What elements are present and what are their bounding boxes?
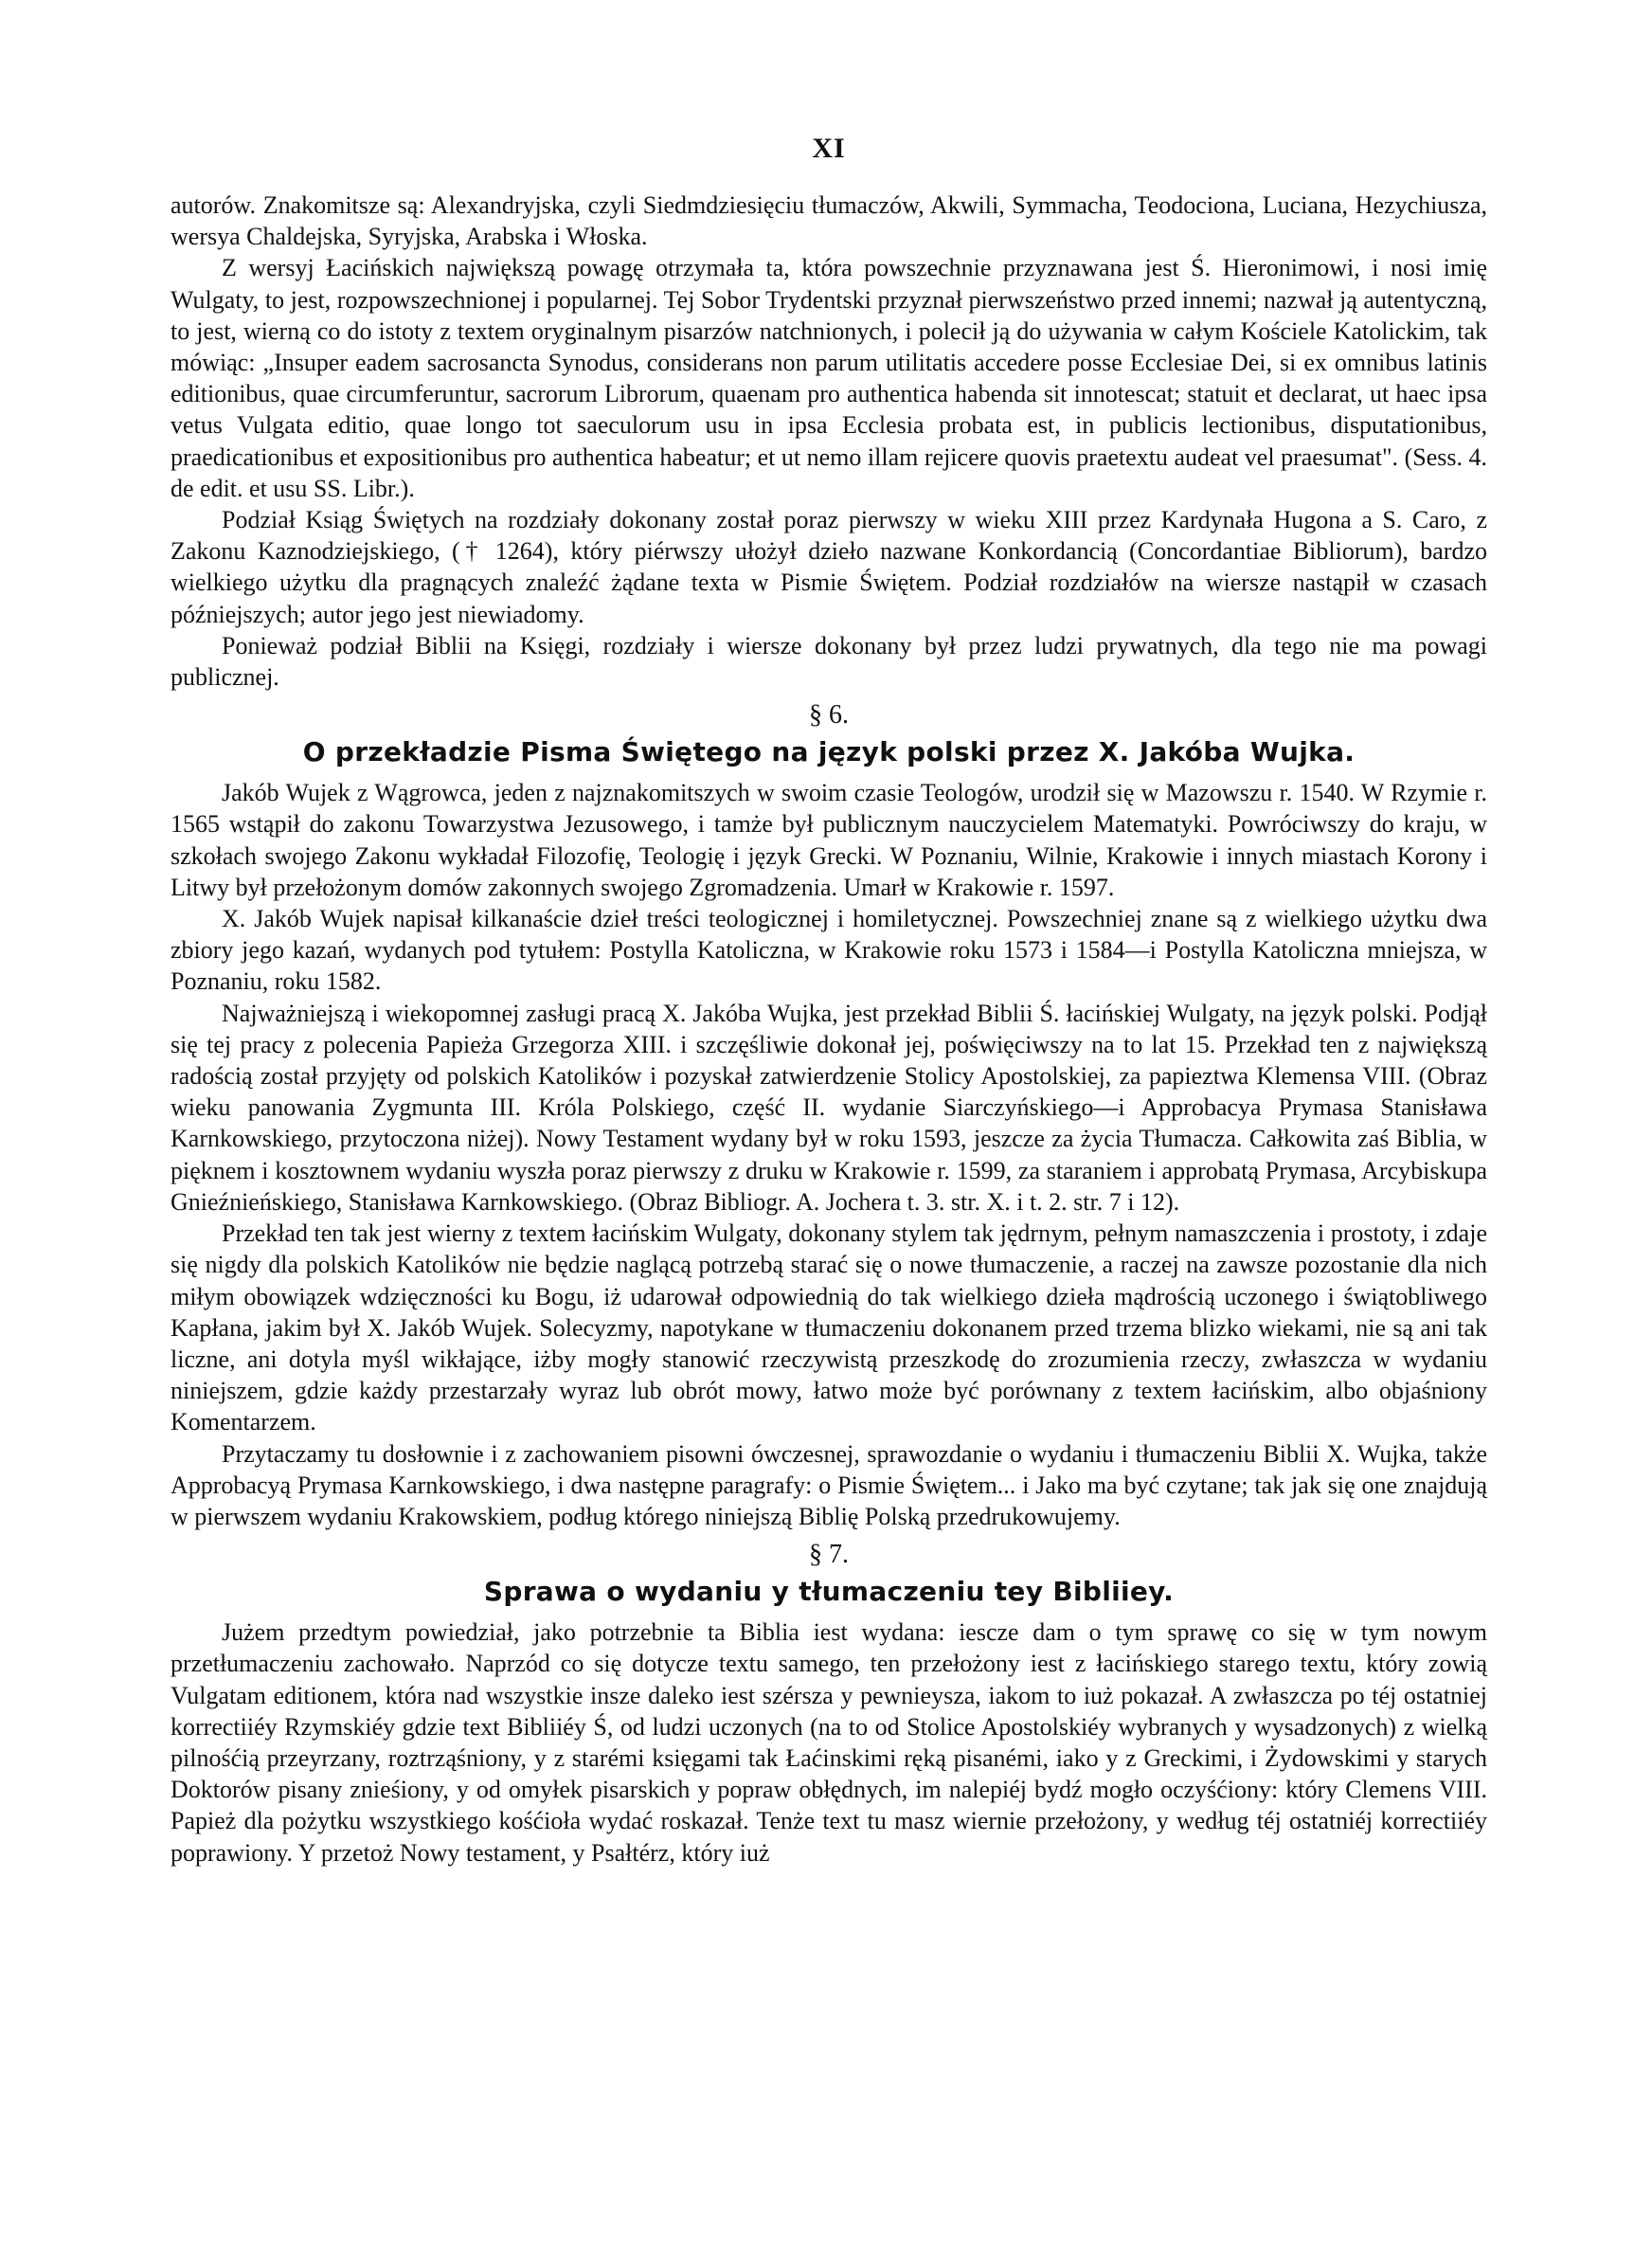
section-number: § 6. (809, 700, 849, 731)
paragraph: Ponieważ podział Biblii na Księgi, rozdziały i wiersze dokonany był przez ludzi prywatnych, dla tego nie ma powagi publicznej. (171, 631, 1487, 692)
page-body (171, 190, 1487, 1869)
section-heading: O przekładzie Pisma Świętego na język polski przez X. Jakóba Wujka. (302, 736, 1356, 768)
paragraph: Podział Ksiąg Świętych na rozdziały dokonany został poraz pierwszy w wieku XIII przez Kardynała Hugona a S. Caro, z Zakonu Kaznodziejskiego, († 1264), który piérwszy ułożył dzieło nazwane Konkordancią (Concordantiae Bibliorum), bardzo wielkiego użytku dla pragnących znaleźć żądane texta w Pismie Świętem. Podział rozdziałów na wiersze nastąpił w czasach późniejszych; autor jego jest niewiadomy. (171, 506, 1487, 628)
document-page (171, 133, 1487, 1869)
paragraph: Przekład ten tak jest wierny z textem łacińskim Wulgaty, dokonany stylem tak jędrnym, pełnym namaszczenia i prostoty, i zdaje się nigdy dla polskich Katolików nie będzie naglącą potrzebą starać się o nowe tłumaczenie, a raczej na zawsze pozostanie dla nich miłym obowiązek wdzięczności ku Bogu, iż udarował odpowiednią do tak wielkiego dzieła mądrością uczonego i świątobliwego Kapłana, jakim był X. Jakób Wujek. Solecyzmy, napotykane w tłumaczeniu dokonanem przed trzema blizko wiekami, nie są ani tak liczne, ani dotyla myśl wikłające, iżby mogły stanowić rzeczywistą przeszkodę do zrozumienia rzeczy, zwłaszcza w wydaniu niniejszem, gdzie każdy przestarzały wyraz lub obrót mowy, łatwo może być porównany z textem łacińskim, albo objaśniony Komentarzem. (171, 1219, 1487, 1436)
paragraph: Przytaczamy tu dosłownie i z zachowaniem pisowni ówczesnej, sprawozdanie o wydaniu i tłumaczeniu Biblii X. Wujka, także Approbacyą Prymasa Karnkowskiego, i dwa następne paragrafy: o Pismie Świętem... i Jako ma być czytane; tak jak się one znajdują w pierwszem wydaniu Krakowskiem, podług którego niniejszą Biblię Polską przedrukowujemy. (171, 1439, 1487, 1530)
section-number: § 7. (809, 1540, 849, 1570)
paragraph: autorów. Znakomitsze są: Alexandryjska, czyli Siedmdziesięciu tłumaczów, Akwili, Symmacha, Teodociona, Luciana, Hezychiusza, wersya Chaldejska, Syryjska, Arabska i Włoska. (171, 191, 1487, 251)
section-heading: Sprawa o wydaniu y tłumaczeniu tey Bibliiey. (483, 1576, 1175, 1608)
paragraph: Najważniejszą i wiekopomnej zasługi pracą X. Jakóba Wujka, jest przekład Biblii Ś. łacińskiej Wulgaty, na język polski. Podjął się tej pracy z polecenia Papieża Grzegorza XIII. i szczęśliwie dokonał jej, poświęciwszy na to lat 15. Przekład ten z największą radością został przyjęty od polskich Katolików i pozyskał zatwierdzenie Stolicy Apostolskiej, za papieztwa Klemensa VIII. (Obraz wieku panowania Zygmunta III. Króla Polskiego, część II. wydanie Siarczyńskiego—i Approbacya Prymasa Stanisława Karnkowskiego, przytoczona niżej). Nowy Testament wydany był w roku 1593, jeszcze za życia Tłumacza. Całkowita zaś Biblia, w pięknem i kosztownem wydaniu wyszła poraz pierwszy z druku w Krakowie r. 1599, za staraniem i approbatą Prymasa, Arcybiskupa Gnieźnieńskiego, Stanisława Karnkowskiego. (Obraz Bibliogr. A. Jochera t. 3. str. X. i t. 2. str. 7 i 12). (171, 999, 1487, 1216)
page-number: XI (812, 133, 846, 164)
paragraph: Jakób Wujek z Wągrowca, jeden z najznakomitszych w swoim czasie Teologów, urodził się w Mazowszu r. 1540. W Rzymie r. 1565 wstąpił do zakonu Towarzystwa Jezusowego, i tamże był publicznym nauczycielem Matematyki. Powróciwszy do kraju, w szkołach swojego Zakonu wykładał Filozofię, Teologię i język Grecki. W Poznaniu, Wilnie, Krakowie i innych miastach Korony i Litwy był przełożonym domów zakonnych swojego Zgromadzenia. Umarł w Krakowie r. 1597. (171, 779, 1487, 901)
paragraph: X. Jakób Wujek napisał kilkanaście dzieł treści teologicznej i homiletycznej. Powszechniej znane są z wielkiego użytku dwa zbiory jego kazań, wydanych pod tytułem: Postylla Katoliczna, w Krakowie roku 1573 i 1584—i Postylla Katoliczna mniejsza, w Poznaniu, roku 1582. (171, 905, 1487, 996)
paragraph: Jużem przedtym powiedział, jako potrzebnie ta Biblia iest wydana: iescze dam o tym sprawę co się w tym nowym przetłumaczeniu zachowało. Naprzód co się dotycze textu samego, ten przełożony iest z łacińskiego starego textu, który zowią Vulgatam editionem, która nad wszystkie insze daleko iest szérsza y pewnieysza, iakom to iuż pokazał. A zwłaszcza po téj ostatniej korrectiiéy Rzymskiéy gdzie text Bibliiéy Ś, od ludzi uczonych (na to od Stolice Apostolskiéy wybranych y wysadzonych) z wielką pilnośćią przeyrzany, roztrząśniony, y z starémi księgami tak Łaćinskimi ręką pisanémi, iako y z Greckimi, i Żydowskimi y starych Doktorów pisany znieśiony, y od omyłek pisarskich y popraw obłędnych, im nalepiéj bydź mogło oczyśćiony: który Clemens VIII. Papież dla pożytku wszystkiego kośćioła wydać roskazał. Tenże text tu masz wiernie przełożony, y według téj ostatniéj korrectiiéy poprawiony. Y przetoż Nowy testament, y Psałtérz, który iuż (171, 1618, 1487, 1867)
paragraph: Z wersyj Łacińskich największą powagę otrzymała ta, która powszechnie przyznawana jest Ś. Hieronimowi, i nosi imię Wulgaty, to jest, rozpowszechnionej i popularnej. Tej Sobor Trydentski przyznał pierwszeństwo przed innemi; nazwał ją autentyczną, to jest, wierną co do istoty z textem oryginalnym pisarzów natchnionych, i polecił ją do używania w całym Kościele Katolickim, tak mówiąc: „Insuper eadem sacrosancta Synodus, considerans non parum utilitatis accedere posse Ecclesiae Dei, si ex omnibus latinis editionibus, quae circumferuntur, sacrorum Librorum, quaenam pro authentica habenda sit innotescat; statuit et declarat, ut haec ipsa vetus Vulgata editio, quae longo tot saeculorum usu in ipsa Ecclesia probata est, in publicis lectionibus, disputationibus, praedicationibus et expositionibus pro authentica habeatur; et ut nemo illam rejicere quovis praetextu audeat vel praesumat". (Sess. 4. de edit. et usu SS. Libr.). (171, 254, 1487, 502)
